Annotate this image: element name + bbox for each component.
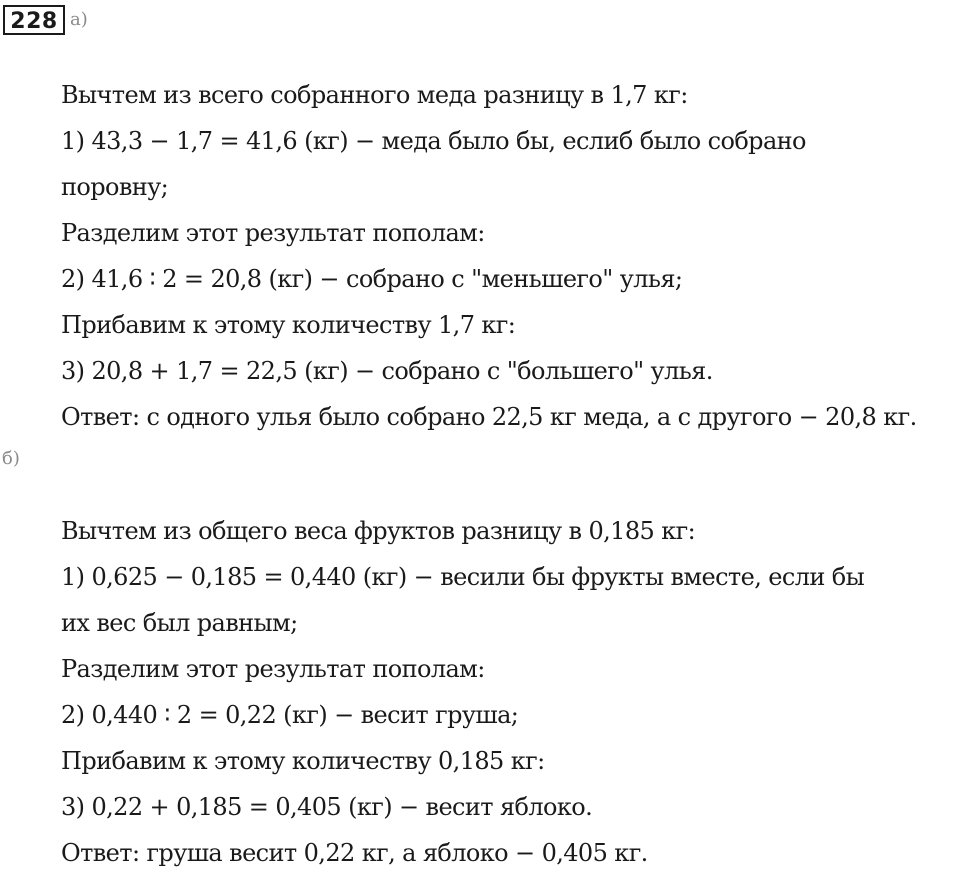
solution-line: Прибавим к этому количеству 1,7 кг:: [61, 311, 516, 339]
solution-line: Разделим этот результат пополам:: [61, 219, 485, 247]
solution-line: Прибавим к этому количеству 0,185 кг:: [61, 747, 545, 775]
solution-line: 2) 0,440 ∶ 2 = 0,22 (кг) − весит груша;: [61, 701, 519, 729]
solution-line: 1) 0,625 − 0,185 = 0,440 (кг) − весили бы фрукты вместе, если бы: [61, 563, 865, 591]
solution-line: Вычтем из всего собранного меда разницу в 1,7 кг:: [61, 81, 688, 109]
solution-line: 2) 41,6 ∶ 2 = 20,8 (кг) − собрано с "меньшего" улья;: [61, 265, 683, 293]
solution-line: 3) 0,22 + 0,185 = 0,405 (кг) − весит яблоко.: [61, 793, 593, 821]
solution-line: Вычтем из общего веса фруктов разницу в 0,185 кг:: [61, 517, 696, 545]
part-b-label: б): [2, 448, 20, 469]
solution-line: поровну;: [61, 173, 169, 201]
solution-line: 1) 43,3 − 1,7 = 41,6 (кг) − меда было бы, еслиб было собрано: [61, 127, 806, 155]
solution-line: их вес был равным;: [61, 609, 298, 637]
part-b-solution: [61, 508, 864, 876]
answer-line: Ответ: с одного улья было собрано 22,5 кг меда, а с другого − 20,8 кг.: [61, 403, 917, 431]
answer-line: Ответ: груша весит 0,22 кг, а яблоко − 0,405 кг.: [61, 839, 648, 867]
task-number-box: 228: [3, 5, 65, 35]
part-a-label: а): [70, 9, 88, 30]
solution-line: Разделим этот результат пополам:: [61, 655, 485, 683]
part-a-solution: [61, 72, 917, 440]
solution-line: 3) 20,8 + 1,7 = 22,5 (кг) − собрано с "большего" улья.: [61, 357, 713, 385]
